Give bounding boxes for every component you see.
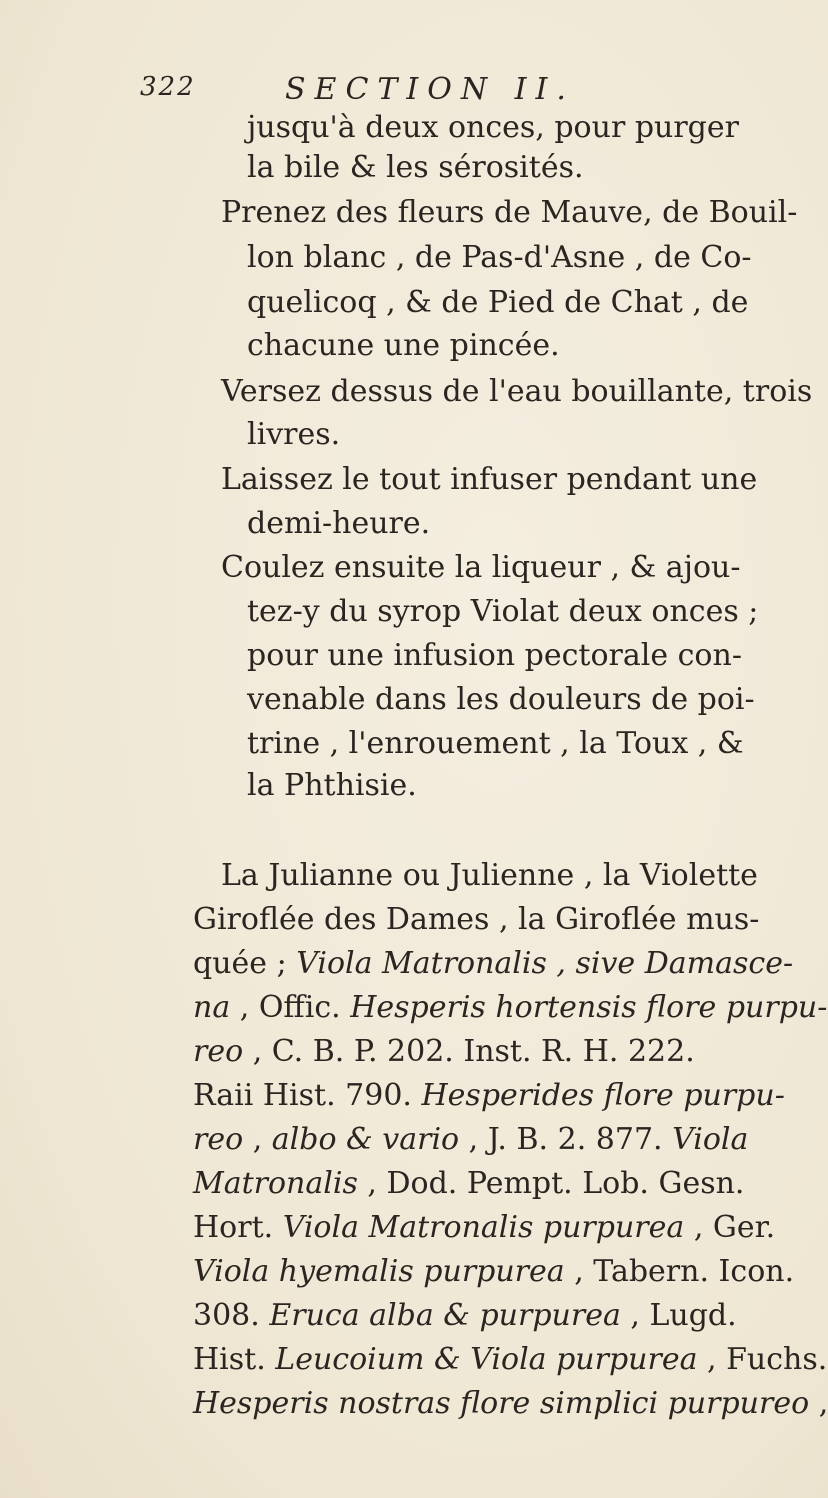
text-run: , Dod. Pempt. Lob. Gesn. xyxy=(357,1166,745,1201)
entry-line xyxy=(193,1386,828,1422)
latin-name-run: reo xyxy=(193,1122,244,1157)
recipe-line: tez-y du syrop Violat deux onces ; xyxy=(247,594,759,629)
entry-line xyxy=(221,858,775,894)
recipe-line: Prenez des fleurs de Mauve, de Bouil- xyxy=(221,195,798,230)
latin-name-run: na xyxy=(193,990,231,1025)
entry-line xyxy=(193,990,828,1026)
text-run: Raii Hist. 790. xyxy=(193,1078,422,1113)
latin-name-run: Viola hyemalis purpurea xyxy=(193,1254,565,1289)
text-run: , Lugd. xyxy=(620,1298,737,1333)
recipe-line: Versez dessus de l'eau bouillante, trois xyxy=(221,374,813,409)
latin-name-run: Hesperides flore purpu- xyxy=(421,1078,785,1113)
recipe-line: livres. xyxy=(247,417,341,452)
text-run: 308. xyxy=(193,1298,270,1333)
latin-name-run: reo xyxy=(193,1034,244,1069)
text-run: La Julianne ou Julienne , la Violette xyxy=(221,858,758,893)
latin-name-run: Matronalis xyxy=(193,1166,358,1201)
text-run: Giroflée des Dames , la Giroflée mus- xyxy=(193,902,760,937)
text-run: Hort. xyxy=(193,1210,283,1245)
recipe-line: pour une infusion pectorale con- xyxy=(247,638,742,673)
text-run: , xyxy=(809,1386,828,1421)
recipe-line: Coulez ensuite la liqueur , & ajou- xyxy=(221,550,741,585)
recipe-line: lon blanc , de Pas-d'Asne , de Co- xyxy=(247,240,752,275)
text-run: , C. B. P. 202. Inst. R. H. 222. xyxy=(243,1034,695,1069)
recipe-line: trine , l'enrouement , la Toux , & xyxy=(247,726,744,761)
page-number: 322 xyxy=(140,72,196,102)
text-run: , Fuchs. xyxy=(697,1342,828,1377)
section-title: SECTION II. xyxy=(285,72,575,107)
entry-line xyxy=(193,946,794,982)
text-run: quée ; xyxy=(193,946,297,981)
recipe-line: demi-heure. xyxy=(247,506,431,541)
latin-name-run: albo & vario xyxy=(271,1122,460,1157)
text-run: , J. B. 2. 877. xyxy=(459,1122,673,1157)
text-run: Hist. xyxy=(193,1342,276,1377)
recipe-line: Laissez le tout infuser pendant une xyxy=(221,462,758,497)
latin-name-run: Viola Matronalis , sive Damasce- xyxy=(296,946,794,981)
recipe-line: la Phthisie. xyxy=(247,768,417,803)
latin-name-run: Leucoium & Viola purpurea xyxy=(275,1342,698,1377)
entry-line xyxy=(193,1210,775,1246)
latin-name-run: Viola Matronalis purpurea xyxy=(282,1210,685,1245)
latin-name-run: Eruca alba & purpurea xyxy=(269,1298,621,1333)
entry-line xyxy=(193,1078,785,1114)
entry-line xyxy=(193,1298,775,1334)
text-run: , Ger. xyxy=(684,1210,776,1245)
entry-line xyxy=(193,1342,828,1378)
entry-line xyxy=(193,1122,775,1158)
recipe-line: quelicoq , & de Pied de Chat , de xyxy=(247,285,749,320)
text-run: , Tabern. Icon. xyxy=(564,1254,795,1289)
latin-name-run: Hesperis nostras flore simplici purpureo xyxy=(193,1386,810,1421)
recipe-line: jusqu'à deux onces, pour purger xyxy=(247,110,739,145)
recipe-line: chacune une pincée. xyxy=(247,328,560,363)
latin-name-run: Viola xyxy=(672,1122,749,1157)
entry-line xyxy=(193,1254,795,1290)
running-header xyxy=(140,72,780,112)
entry-line xyxy=(193,1166,775,1202)
recipe-line: la bile & les sérosités. xyxy=(247,150,584,185)
text-run: , Offic. xyxy=(230,990,351,1025)
entry-line xyxy=(193,1034,775,1070)
text-run: , xyxy=(243,1122,272,1157)
latin-name-run: Hesperis hortensis flore purpu- xyxy=(350,990,828,1025)
entry-line xyxy=(193,902,775,938)
recipe-line: venable dans les douleurs de poi- xyxy=(247,682,755,717)
